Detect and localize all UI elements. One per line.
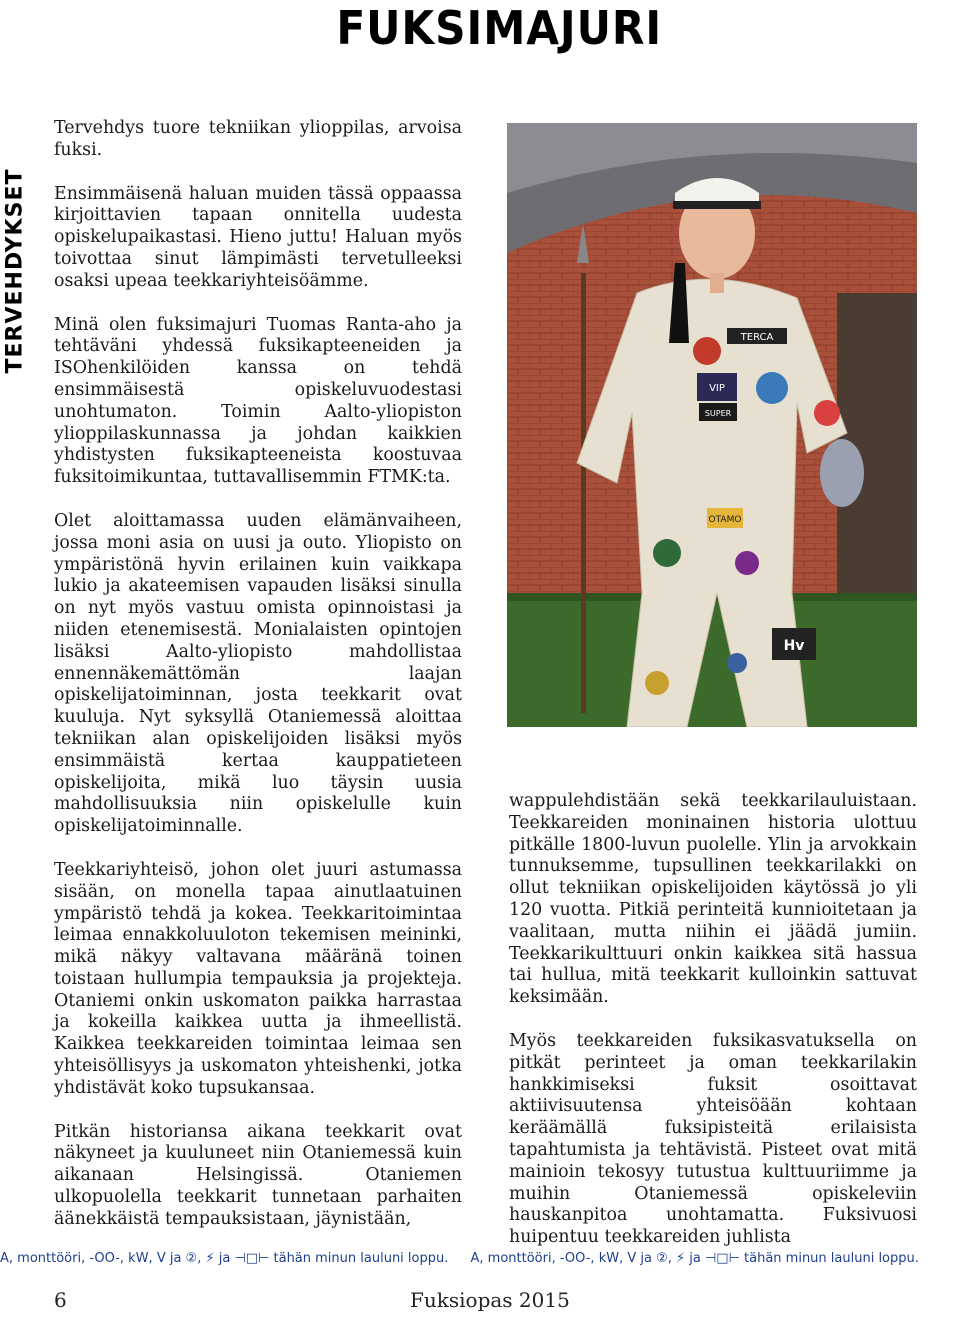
patch-label: VIP [709, 383, 725, 394]
paragraph: wappulehdistään sekä teekkarilauluistaan. Teekkareiden moninainen historia ulottuu pitkälle 1800-luvun puolelle. Ylin ja arvokkain tunnuksemme, tupsullinen teekkarilakki on ollut tekniikan opiskelijoiden käytössä jo yli 120 vuotta. Pitkiä perinteitä kunnioitetaan ja vaalitaan, mutta niihin ei jäädä jumiin. Teekkarikulttuuri onkin kaikkea sitä hassua tai hullua, mitä teekkarit kulloinkin sattuvat keksimään. [509, 791, 917, 1008]
paragraph: Ensimmäisenä haluan muiden tässä oppaassa kirjoittavien tapaan onnitella uudesta opiskelupaikastasi. Hieno juttu! Haluan myös toivottaa sinut lämpimästi tervetulleeksi osaksi upeaa teekkariyhteisöämme. [54, 183, 462, 291]
paragraph: Myös teekkareiden fuksikasvatuksella on pitkät perinteet ja oman teekkarilakin hankkimiseksi fuksit osoittavat aktiivisuutensa yhteisöään kohtaan keräämällä fuksipisteitä erilaisista tapahtumista ja tehtävistä. Pisteet ovat mitä mainioin tekosyy tutustua kulttuuriimme ja muihin Otaniemessä opiskeleviin hauskanpitoa unohtamatta. Fuksivuosi huipentuu teekkareiden juhlista [509, 1030, 917, 1248]
portrait-photo [507, 123, 917, 727]
patch-label: TERCA [740, 332, 774, 343]
paragraph: Minä olen fuksimajuri Tuomas Ranta-aho ja tehtäväni yhdessä fuksikapteeneiden ja ISOhenkilöiden kanssa on tehdä ensimmäisestä opiskeluvuodestasi unohtumaton. Toimin Aalto-yliopiston ylioppilaskunnassa ja johdan kaikkien yhdistysten fuksikapteeneista koostuvaa fuksitoimikuntaa, tuttavallisemmin FTMK:ta. [54, 314, 462, 488]
patch-label: OTAMO [708, 515, 742, 525]
patch-label: Hv [783, 638, 805, 654]
paragraph: Tervehdys tuore tekniikan ylioppilas, arvoisa fuksi. [54, 118, 462, 160]
portrait-illustration [507, 123, 917, 727]
paragraph: Olet aloittamassa uuden elämänvaiheen, jossa moni asia on uusi ja outo. Yliopisto on ympäristönä hyvin erilainen kuin vaikkapa lukio ja akateemisen vapauden lisäksi sinulla on nyt myös vastuu omista opinnoistasi ja niiden etenemisestä. Monialaisten opintojen lisäksi Aalto-yliopisto mahdollistaa ennennäkemättömän laajan opiskelijatoiminnan, josta teekkarit ovat kuuluja. Nyt syksyllä Otaniemessä aloittaa tekniikan alan opiskelijoiden lisäksi myös ensimmäistä kertaa kauppatieteen opiskelijoita, mikä luo täysin uusia mahdollisuuksia niin opiskelulle kuin opiskelijatoiminnalle. [54, 510, 462, 837]
paragraph: Pitkän historiansa aikana teekkarit ovat näkyneet ja kuuluneet niin Otaniemessä kuin aikanaan Helsingissä. Otaniemen ulkopuolella teekkarit tunnetaan parhaiten äänekkäistä tempauksistaan, jäynistään, [54, 1121, 462, 1229]
section-tab-label: TERVEHDYKSET [2, 168, 28, 374]
left-text-column [54, 118, 462, 1253]
page-title: FUKSIMAJURI [336, 1, 662, 55]
paragraph: Teekkariyhteisö, johon olet juuri astumassa sisään, on monella tapaa ainutlaatuinen ympäristö tehdä ja kokea. Teekkaritoimintaa leimaa ennakkoluuloton tekemisen meininki, mikä näkyy valtavana määränä toinen toistaan hullumpia tempauksia ja projekteja. Otaniemi onkin uskomaton paikka harrastaa ja kokeilla kaikkea uutta ja ihmeellistä. Kaikkea teekkareiden toimintaa leimaa sen yhteisöllisyys ja uskomaton yhteishenki, jotka yhdistävät koko tupsukansaa. [54, 859, 462, 1098]
publication-title: Fuksiopas 2015 [410, 1288, 570, 1312]
page-number: 6 [54, 1288, 67, 1312]
section-tab [0, 165, 30, 377]
song-ribbon [0, 1244, 960, 1274]
right-text-column [509, 791, 917, 1271]
song-ribbon-text: A, monttööri, -OO-, kW, V ja ②, ⚡ ja ⊣□⊢ tähän minun lauluni loppu. [0, 1251, 449, 1266]
patch-label: SUPER [704, 409, 732, 418]
song-ribbon-text: A, monttööri, -OO-, kW, V ja ②, ⚡ ja ⊣□⊢ tähän minun lauluni loppu. [470, 1251, 919, 1266]
